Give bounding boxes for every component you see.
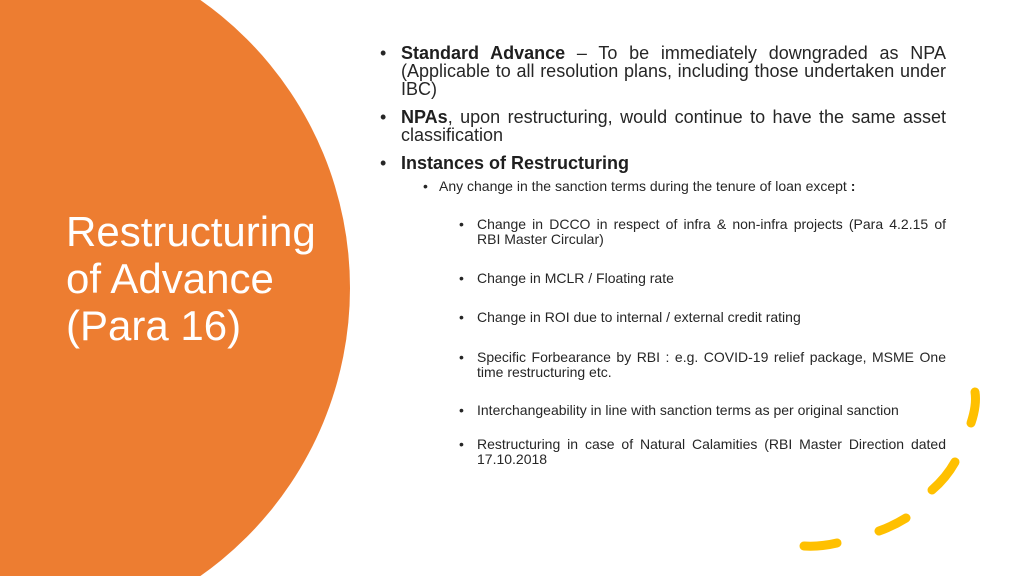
slide-title: [66, 208, 356, 349]
bullet-text: Change in DCCO in respect of infra & non-infra projects (Para 4.2.15 of RBI Master Circular): [477, 216, 946, 247]
bullet-text: – To be immediately downgraded as NPA (Applicable to all resolution plans, including those undertaken under IBC): [401, 43, 946, 99]
bullet-dot-icon: •: [459, 436, 464, 452]
bullet-dot-icon: •: [380, 153, 387, 173]
bullet-text: Interchangeability in line with sanction terms as per original sanction: [477, 402, 899, 418]
bullet-text: Restructuring in case of Natural Calamities (RBI Master Direction dated 17.10.2018: [477, 436, 946, 467]
bullet-bold-label: NPAs: [401, 107, 448, 127]
title-line-2: of Advance: [66, 255, 274, 302]
bullet-dot-icon: •: [459, 270, 464, 286]
bullet-text: Any change in the sanction terms during the tenure of loan except: [439, 178, 851, 194]
bullet-text: Change in ROI due to internal / external credit rating: [477, 309, 801, 325]
bullet-text: Specific Forbearance by RBI : e.g. COVID-19 relief package, MSME One time restructuring etc.: [477, 349, 946, 380]
bullet-dot-icon: •: [459, 216, 464, 232]
bullet-bold-label: Standard Advance: [401, 43, 566, 63]
sub-sub-bullet: [459, 350, 946, 380]
title-line-1: Restructuring: [66, 208, 316, 255]
bullet-dot-icon: •: [423, 178, 428, 194]
bullet-dot-icon: •: [459, 309, 464, 325]
dash-3: [879, 518, 906, 531]
bullet-dot-icon: •: [380, 107, 387, 127]
sub-sub-bullet: [459, 217, 946, 247]
bullet-npas: [380, 108, 946, 144]
sub-sub-bullet: [459, 403, 946, 418]
title-line-3: (Para 16): [66, 302, 242, 349]
bullet-dot-icon: •: [459, 349, 464, 365]
bullet-bold-label: Instances of Restructuring: [401, 153, 630, 173]
sub-sub-bullet: [459, 310, 946, 325]
dash-4: [804, 543, 837, 546]
sub-sub-bullet: [459, 437, 946, 467]
bullet-standard-advance: [380, 44, 946, 98]
bullet-dot-icon: •: [459, 402, 464, 418]
bullet-instances: [380, 154, 946, 172]
bullet-text: Change in MCLR / Floating rate: [477, 270, 674, 286]
sub-bullet-sanction-terms: [423, 178, 946, 194]
bullet-text: , upon restructuring, would continue to have the same asset classification: [401, 107, 946, 145]
bullet-dot-icon: •: [380, 43, 387, 63]
sub-sub-bullet: [459, 271, 946, 286]
bullet-colon: :: [850, 178, 856, 194]
dash-1: [971, 392, 976, 423]
